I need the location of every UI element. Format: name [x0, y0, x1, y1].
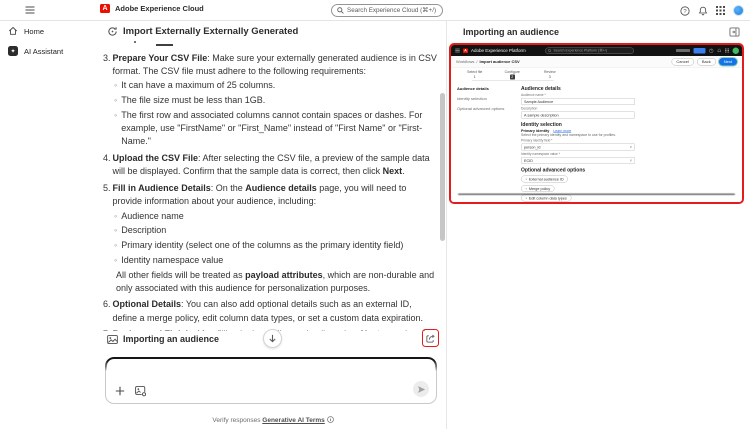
preview-form	[516, 81, 742, 202]
search-placeholder: Search Experience Cloud (⌘+/)	[347, 7, 437, 14]
preview-search-input	[545, 47, 634, 54]
doc-block-sub: ◦ The file size must be less than 1GB.	[114, 95, 266, 106]
generative-ai-terms-link[interactable]: Generative AI Terms	[262, 417, 325, 424]
send-icon	[417, 385, 426, 394]
breadcrumb-section: Workflows	[456, 59, 475, 64]
input-focus-accent	[105, 357, 438, 372]
verify-responses-text: Verify responses	[212, 417, 261, 424]
preview-section-heading: Audience details	[521, 86, 561, 92]
preview-step-indicator	[451, 68, 569, 81]
doc-block-sub: ◦ The first row and associated columns cannot contain spaces or dashes. For example, use "FirstName" or "First_Name" instead of "First Name" or "First-Name."	[114, 109, 423, 147]
doc-block-sub: ◦ Identity namespace value	[114, 254, 224, 265]
preview-text-input: A sample description	[521, 112, 635, 119]
global-search-input[interactable]	[331, 4, 443, 17]
screenshot-preview	[449, 43, 744, 204]
conversation-history-icon	[107, 26, 118, 37]
preview-cancel-button: Cancel	[671, 58, 693, 66]
primary-identity-help: Select the primary identity and namespace to use for profiles.	[521, 133, 616, 137]
preview-adobe-logo-icon: A	[464, 48, 467, 53]
conversation-header	[107, 26, 298, 37]
preview-rail-item: Optional advanced options	[457, 106, 505, 111]
sidebar-item-home[interactable]	[0, 21, 100, 41]
doc-block-num: 3. Prepare Your CSV File: Make sure your externally generated audience is in CSV format. The CSV file must adhere to the following requirements:	[103, 52, 437, 76]
figure-caption-label: Importing an audience	[123, 334, 220, 344]
preview-topbar	[451, 45, 742, 56]
preview-advanced-button: › Edit column data types	[521, 195, 571, 202]
collapse-panel-button[interactable]	[729, 27, 740, 37]
conversation-title: Import Externally Externally Generated	[123, 26, 299, 37]
doc-block-num: 4. Upload the CSV File: After selecting the CSV file, a preview of the sample data will be displayed. Confirm that the sample data is correct, then click Next.	[103, 152, 430, 177]
preview-rail-item: Audience details	[457, 86, 489, 91]
user-avatar[interactable]	[733, 5, 744, 16]
scroll-to-bottom-button[interactable]	[263, 329, 282, 348]
doc-block-num: 6. Optional Details: You can also add optional details such as an external ID, define a merge policy, edit column data types, or set a custom data expiration.	[103, 299, 424, 323]
preview-select: person_id ∨	[521, 144, 635, 151]
image-icon	[107, 335, 118, 344]
learn-more-link: Learn more	[553, 129, 572, 133]
preview-step: Review 3	[544, 70, 556, 79]
preview-bottom-shadow	[458, 194, 735, 196]
clipped-text-remnant	[156, 44, 173, 46]
preview-step: Select file 1	[467, 70, 483, 79]
preview-breadcrumb: Workflows / Import audience CSV Cancel Back Next	[451, 56, 742, 68]
svg-text:?: ?	[710, 49, 712, 53]
breadcrumb-page: Import audience CSV	[479, 59, 520, 64]
sidebar	[0, 21, 100, 429]
preview-section-rail	[451, 81, 516, 202]
preview-selects: Primary identity field * person_id ∨ Identity namespace value * ECID ∨	[521, 139, 742, 164]
annotation-highlight	[422, 329, 439, 347]
sidebar-item-label: Home	[24, 26, 45, 36]
preview-step: Configure 2	[504, 70, 520, 79]
panel-title: Importing an audience	[463, 27, 560, 37]
ai-assistant-icon: ✦	[8, 46, 18, 56]
svg-text:?: ?	[683, 8, 687, 15]
preview-advanced-buttons	[521, 176, 742, 202]
hamburger-menu-icon[interactable]	[25, 6, 35, 14]
vertical-scrollbar-thumb[interactable]	[440, 93, 445, 241]
search-icon	[337, 7, 344, 14]
preview-next-button: Next	[719, 58, 737, 66]
preview-text-input: Sample Audience	[521, 98, 635, 105]
preview-section-heading: Identity selection	[521, 122, 562, 128]
open-in-panel-button[interactable]	[425, 333, 436, 344]
preview-advanced-button: › External audience ID	[521, 176, 568, 183]
topbar-actions	[680, 0, 744, 21]
topbar	[0, 0, 750, 21]
image-upload-button[interactable]	[135, 386, 147, 397]
chat-footer	[100, 416, 446, 424]
doc-block-sub: ◦ Primary identity (select one of the columns as the primary identity field)	[114, 240, 404, 251]
add-attachment-button[interactable]	[115, 386, 125, 397]
help-icon[interactable]	[680, 6, 690, 16]
doc-block-num: 5. Fill in Audience Details: On the Audience details page, you will need to provide information about your audience, including:	[103, 182, 407, 207]
doc-block-sub: ◦ It can have a maximum of 25 columns.	[114, 80, 276, 91]
preview-search-placeholder: Search Experience Platform (⌘+/)	[553, 49, 607, 53]
preview-select: ECID ∨	[521, 157, 635, 164]
arrow-down-icon	[268, 334, 277, 343]
adobe-logo-icon: A	[100, 4, 110, 13]
preview-back-button: Back	[697, 58, 716, 66]
app-brand	[100, 4, 204, 13]
right-panel	[446, 21, 750, 429]
preview-env-label	[676, 49, 690, 52]
assistant-response-text	[103, 48, 437, 331]
primary-identity-label: Primary identity	[521, 128, 550, 133]
figure-caption-link[interactable]	[107, 334, 219, 344]
sidebar-item-label: AI Assistant	[24, 46, 64, 56]
notifications-bell-icon[interactable]	[698, 6, 708, 16]
preview-section-heading: Optional advanced options	[521, 167, 586, 173]
preview-rail-item: Identity selection	[457, 96, 487, 101]
app-brand-label: Adobe Experience Cloud	[115, 4, 204, 13]
clipped-text-remnant	[134, 41, 136, 43]
info-icon[interactable]	[327, 417, 334, 424]
preview-brand-label: Adobe Experience Platform	[471, 48, 526, 53]
send-button[interactable]	[413, 381, 429, 397]
chat-input[interactable]	[105, 357, 437, 404]
chat-panel	[100, 21, 446, 429]
preview-user-avatar	[733, 47, 740, 54]
preview-content	[451, 45, 742, 202]
preview-env-badge	[694, 48, 706, 54]
home-icon	[8, 26, 18, 36]
preview-advanced-button: › Merge policy	[521, 185, 555, 192]
preview-fields: Audience name * Sample Audience Description A sample description	[521, 94, 742, 119]
sidebar-item-ai-assistant[interactable]	[0, 41, 100, 61]
doc-block-sub: ◦ Description	[114, 225, 167, 236]
doc-block-sub: ◦ Audience name	[114, 210, 184, 221]
doc-block-cont: All other fields will be treated as payload attributes, which are non-durable and only associated with this audience for personalization purposes.	[116, 269, 435, 293]
apps-grid-icon[interactable]	[716, 6, 725, 15]
